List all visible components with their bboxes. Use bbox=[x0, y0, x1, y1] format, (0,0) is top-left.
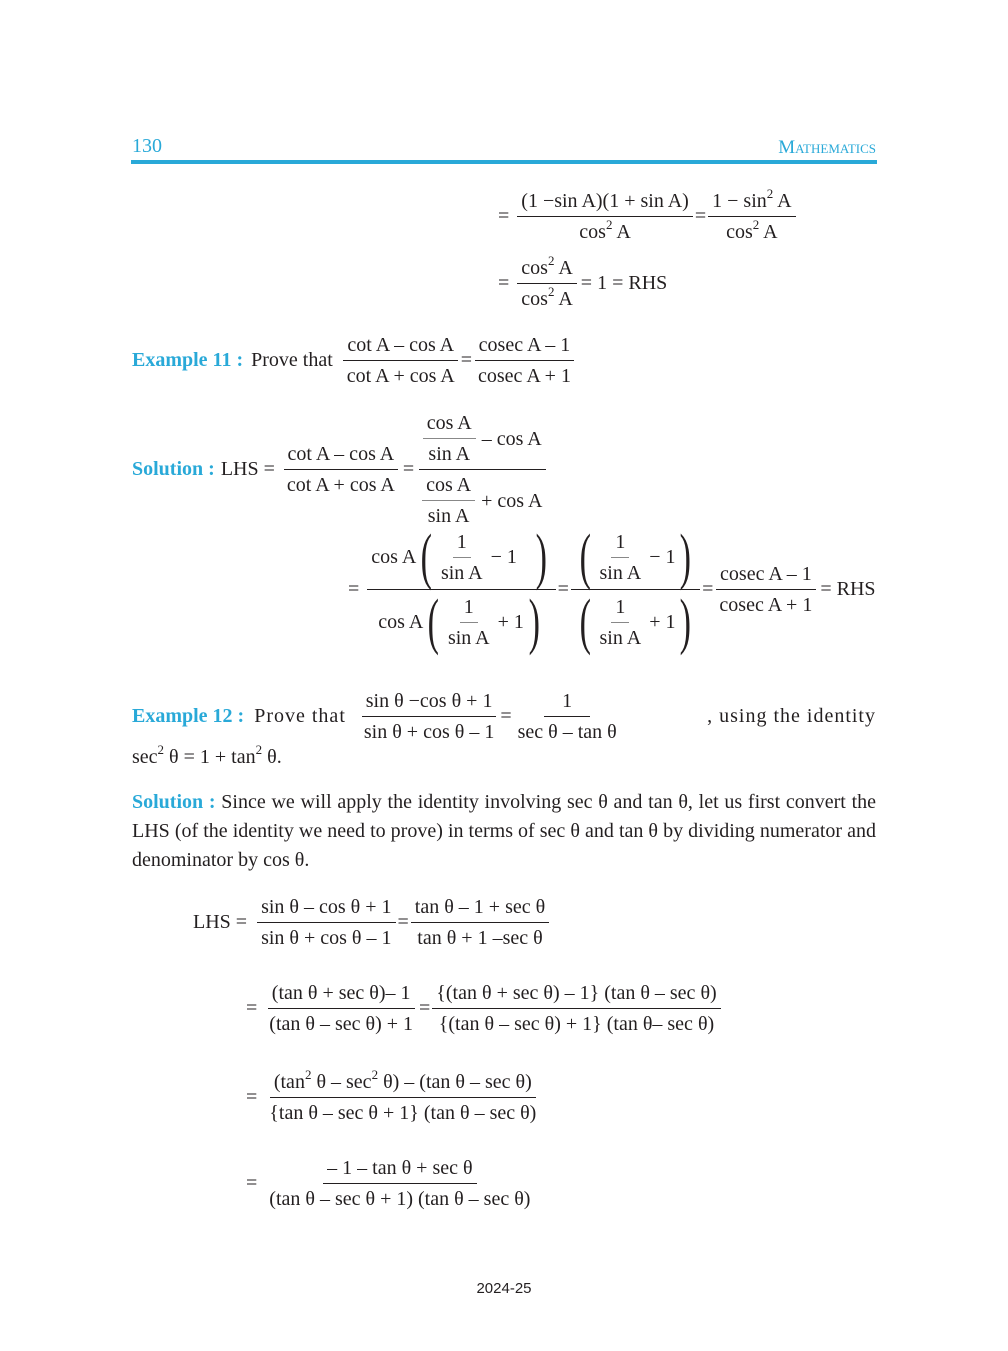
header-divider bbox=[131, 160, 877, 164]
numerator: ( $\frac{1}{\text{sin A}}$ − 1 ) bbox=[571, 527, 700, 590]
denominator: $\cos^2 A$ bbox=[726, 217, 778, 243]
denominator: (tan θ – sec θ + 1) (tan θ – sec θ) bbox=[269, 1188, 531, 1210]
solution-label: Solution : bbox=[132, 458, 215, 480]
fraction bbox=[571, 523, 700, 656]
denominator: tan θ + 1 –sec θ bbox=[417, 927, 543, 949]
solution-12-step-4 bbox=[238, 1155, 534, 1212]
numerator: cos A ( $\frac{1}{\text{sin A}}$ − 1 ) bbox=[367, 527, 555, 590]
fraction bbox=[432, 980, 720, 1037]
denominator: {tan θ – sec θ + 1} (tan θ – sec θ) bbox=[269, 1102, 537, 1124]
numerator: (tan θ + sec θ)– 1 bbox=[268, 980, 415, 1009]
numerator: 1 bbox=[544, 688, 590, 717]
solution-11-step-2 bbox=[340, 523, 876, 656]
denominator: ( $\frac{1}{\text{sin A}}$ + 1 ) bbox=[579, 588, 692, 656]
fraction bbox=[411, 894, 549, 951]
denominator: cot A + cos A bbox=[346, 365, 455, 387]
identity-statement: $\sec^2 \theta = 1 + \tan^2 \theta$. bbox=[132, 742, 282, 768]
solution-12-intro bbox=[132, 788, 876, 875]
equals-sign: = bbox=[397, 911, 409, 933]
fraction bbox=[265, 1155, 534, 1212]
equals-sign: = bbox=[402, 458, 415, 480]
fraction bbox=[517, 188, 693, 245]
denominator: sec θ – tan θ bbox=[517, 721, 617, 743]
fraction bbox=[474, 332, 575, 389]
equals-sign: = bbox=[500, 705, 512, 727]
lhs-label: LHS = bbox=[220, 458, 275, 480]
denominator: cot A + cos A bbox=[286, 474, 395, 496]
denominator: sin θ + cos θ – 1 bbox=[261, 927, 392, 949]
example-11 bbox=[132, 332, 575, 389]
numerator: cosec A – 1 bbox=[475, 332, 575, 361]
solution-12-step-3 bbox=[238, 1069, 540, 1126]
example-text: Prove that bbox=[251, 349, 333, 371]
solution-12-step-1 bbox=[193, 894, 549, 951]
example-label: Example 12 : bbox=[132, 705, 245, 727]
fraction bbox=[257, 894, 395, 951]
example-text-tail: , using the identity bbox=[707, 705, 876, 727]
denominator: (tan θ – sec θ) + 1 bbox=[269, 1013, 414, 1035]
fraction bbox=[265, 1069, 540, 1126]
equals-sign: = bbox=[246, 1172, 258, 1194]
equals-sign: = bbox=[498, 272, 510, 294]
footer-year: 2024-25 bbox=[476, 1280, 532, 1297]
fraction bbox=[514, 688, 621, 745]
fraction bbox=[283, 441, 399, 498]
compound-fraction bbox=[418, 410, 546, 529]
equals-sign: = bbox=[246, 1086, 258, 1108]
equals-sign: = bbox=[498, 205, 510, 227]
fraction bbox=[367, 523, 555, 656]
equals-sign: = bbox=[557, 578, 569, 600]
equals-sign: = bbox=[460, 349, 473, 371]
result-text: = 1 = RHS bbox=[580, 272, 668, 294]
example-label: Example 11 : bbox=[132, 349, 244, 371]
numerator: cot A – cos A bbox=[343, 332, 458, 361]
equals-sign: = bbox=[246, 997, 258, 1019]
result-text: = RHS bbox=[820, 578, 876, 600]
equals-sign: = bbox=[419, 997, 431, 1019]
example-12 bbox=[132, 688, 876, 745]
fraction bbox=[360, 688, 498, 745]
equals-sign: = bbox=[702, 578, 714, 600]
lhs-label: LHS = bbox=[193, 911, 248, 933]
denominator: $\frac{\text{cos A}}{\text{sin A}}$ + cos A bbox=[418, 470, 546, 529]
solution-11-step-1 bbox=[132, 410, 546, 529]
fraction bbox=[343, 332, 459, 389]
equals-sign: = bbox=[694, 205, 707, 227]
page-number: 130 bbox=[132, 135, 162, 157]
numerator: (1 −sin A)(1 + sin A) bbox=[517, 188, 693, 217]
fraction bbox=[517, 255, 577, 312]
solution-label: Solution : bbox=[132, 791, 216, 813]
fraction bbox=[715, 561, 816, 618]
fraction bbox=[265, 980, 417, 1037]
numerator: $\cos^2 A$ bbox=[517, 255, 577, 284]
denominator: $\cos^2 A$ bbox=[521, 284, 573, 310]
numerator: ($\tan^2$ θ – $\sec^2 \theta) - (\tan$ θ – sec θ) bbox=[270, 1069, 536, 1098]
numerator: tan θ – 1 + sec θ bbox=[411, 894, 549, 923]
numerator: – 1 – tan θ + sec θ bbox=[323, 1155, 476, 1184]
equation-step-1 bbox=[490, 188, 796, 245]
numerator: cosec A – 1 bbox=[716, 561, 816, 590]
numerator: $\frac{\text{cos A}}{\text{sin A}}$ – cos A bbox=[419, 410, 546, 470]
equation-step-2 bbox=[490, 255, 667, 312]
numerator: sin θ −cos θ + 1 bbox=[362, 688, 497, 717]
book-title: Mathematics bbox=[778, 137, 876, 158]
numerator: sin θ – cos θ + 1 bbox=[257, 894, 395, 923]
numerator: cot A – cos A bbox=[284, 441, 399, 470]
numerator: $1 - \sin^2 A$ bbox=[708, 188, 795, 217]
equals-sign: = bbox=[348, 578, 360, 600]
denominator: $\cos^2 A$ bbox=[579, 217, 631, 243]
fraction bbox=[708, 188, 795, 245]
example-text: Prove that bbox=[254, 705, 346, 727]
denominator: sin θ + cos θ – 1 bbox=[363, 721, 495, 743]
denominator: cos A ( $\frac{1}{\text{sin A}}$ + 1 ) bbox=[378, 588, 540, 656]
solution-text: Since we will apply the identity involving sec θ and tan θ, let us first convert the LHS (of the identity we need to prove) in terms of sec θ and tan θ by dividing numerator and denominator by cos θ. bbox=[132, 791, 876, 871]
denominator: cosec A + 1 bbox=[719, 594, 813, 616]
denominator: {(tan θ – sec θ) + 1} (tan θ– sec θ) bbox=[438, 1013, 715, 1035]
denominator: cosec A + 1 bbox=[478, 365, 571, 387]
numerator: {(tan θ + sec θ) – 1} (tan θ – sec θ) bbox=[432, 980, 720, 1009]
solution-12-step-2 bbox=[238, 980, 721, 1037]
